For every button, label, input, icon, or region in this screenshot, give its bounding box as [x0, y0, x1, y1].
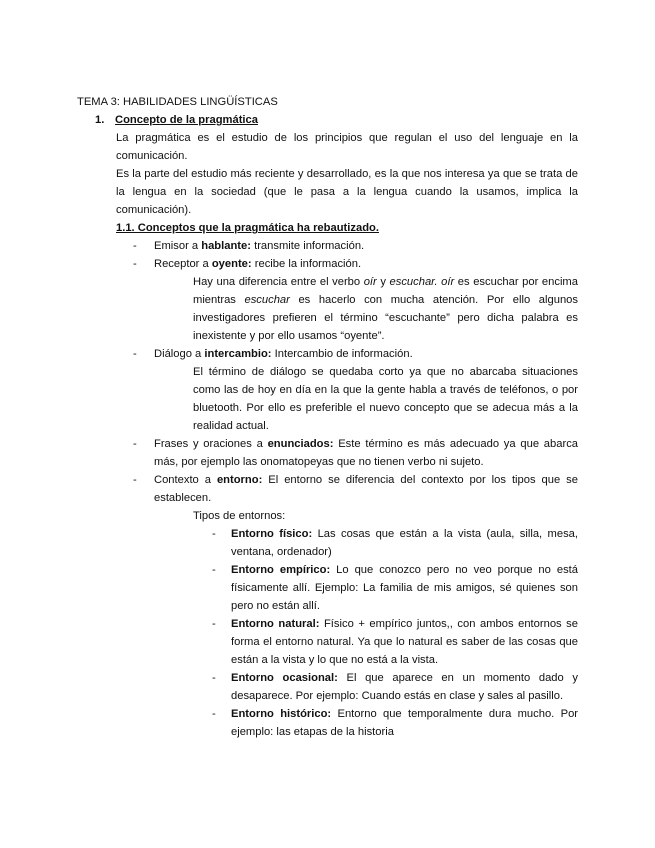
list-dash: - — [212, 528, 216, 540]
entorno-term: Entorno histórico: — [231, 708, 332, 720]
note-text: Hay una diferencia entre el verbo — [193, 276, 364, 288]
entorno-term: Entorno natural: — [231, 618, 320, 630]
item-text: Emisor a — [154, 240, 202, 252]
list-dash: - — [133, 474, 137, 486]
note-italic: escuchar — [244, 294, 290, 306]
item-term: oyente: — [211, 258, 252, 270]
item-text: Receptor a — [154, 258, 212, 270]
item-text: Contexto a — [154, 474, 217, 486]
subsection-1-1-heading: 1.1. Conceptos que la pragmática ha rebautizado. — [116, 222, 379, 234]
entorno-text: El que aparece en un momento dado y desaparece. Por ejemplo: Cuando estás en clase y sales al pasillo. — [231, 672, 578, 702]
list-dash: - — [212, 564, 216, 576]
entorno-term: Entorno físico: — [231, 528, 313, 540]
entorno-text: Las cosas que están a la vista (aula, silla, mesa, ventana, ordenador) — [231, 528, 578, 558]
entorno-empirico — [212, 561, 578, 615]
paragraph-scope: Es la parte del estudio más reciente y desarrollado, es la que nos interesa ya que se trata de la lengua en la sociedad (que le pasa a la lengua cuando la usamos, implica la comunicación). — [116, 168, 578, 216]
note-italic: escuchar. oír — [389, 276, 455, 288]
item-text: Frases y oraciones a — [154, 438, 268, 450]
list-item-frases — [133, 435, 578, 471]
receptor-note — [193, 273, 578, 345]
list-dash: - — [133, 438, 137, 450]
entorno-text: Lo que conozco pero no veo porque no está físicamente allí. Ejemplo: La familia de mis amigos, sé quienes son pero no están allí. — [231, 564, 578, 612]
item-text: Diálogo a — [154, 348, 205, 360]
list-dash: - — [133, 348, 137, 360]
list-dash: - — [212, 708, 216, 720]
note-text: es escuchar por encima mientras — [193, 276, 578, 306]
list-item-dialogo — [133, 345, 578, 363]
note-italic: oír — [363, 276, 377, 288]
list-item-contexto — [133, 471, 578, 507]
list-dash: - — [133, 258, 137, 270]
list-item-emisor — [133, 237, 578, 255]
list-dash: - — [212, 618, 216, 630]
item-text: El entorno se diferencia del contexto por los tipos que se establecen. — [154, 474, 578, 504]
tipos-label: Tipos de entornos: — [193, 510, 286, 522]
entorno-term: Entorno ocasional: — [231, 672, 338, 684]
item-text: recibe la información. — [251, 258, 362, 270]
entorno-term: Entorno empírico: — [231, 564, 331, 576]
entorno-historico — [212, 705, 578, 741]
dialogo-note: El término de diálogo se quedaba corto ya que no abarcaba situaciones como las de hoy en día en la que la gente habla a través de teléfonos, o por bluetooth. Por ello es preferible el nuevo concepto que se adecua más a la realidad actual. — [193, 366, 578, 432]
item-term: entorno: — [216, 474, 263, 486]
section-heading-text: Concepto de la pragmática — [115, 114, 258, 126]
list-dash: - — [133, 240, 137, 252]
item-text: transmite información. — [250, 240, 365, 252]
item-term: hablante: — [201, 240, 251, 252]
entorno-ocasional — [212, 669, 578, 705]
section-1-heading — [95, 111, 258, 129]
list-dash: - — [212, 672, 216, 684]
entorno-fisico — [212, 525, 578, 561]
entorno-text: Físico + empírico juntos,, con ambos entornos se forma el entorno natural. Ya que lo natural es saber de las cosas que están a la vista y lo que no está a la vista. — [231, 618, 578, 666]
note-text: y — [376, 276, 390, 288]
entorno-text: Entorno que temporalmente dura mucho. Por ejemplo: las etapas de la historia — [231, 708, 579, 738]
item-text: Este término es más adecuado ya que abarca más, por ejemplo las onomatopeyas que no tienen verbo ni sujeto. — [154, 438, 579, 468]
section-number: 1. — [95, 114, 105, 126]
list-item-receptor — [133, 255, 578, 273]
paragraph-definition: La pragmática es el estudio de los principios que regulan el uso del lenguaje en la comunicación. — [116, 132, 578, 162]
entorno-natural — [212, 615, 578, 669]
item-text: Intercambio de información. — [271, 348, 413, 360]
item-term: enunciados: — [267, 438, 334, 450]
document-title: TEMA 3: HABILIDADES LINGÜÍSTICAS — [77, 96, 278, 108]
note-text: es hacerlo con mucha atención. Por ello algunos investigadores prefieren el término “escuchante” pero dicha palabra es inexistente y por ello usamos “oyente”. — [193, 294, 578, 342]
item-term: intercambio: — [204, 348, 272, 360]
